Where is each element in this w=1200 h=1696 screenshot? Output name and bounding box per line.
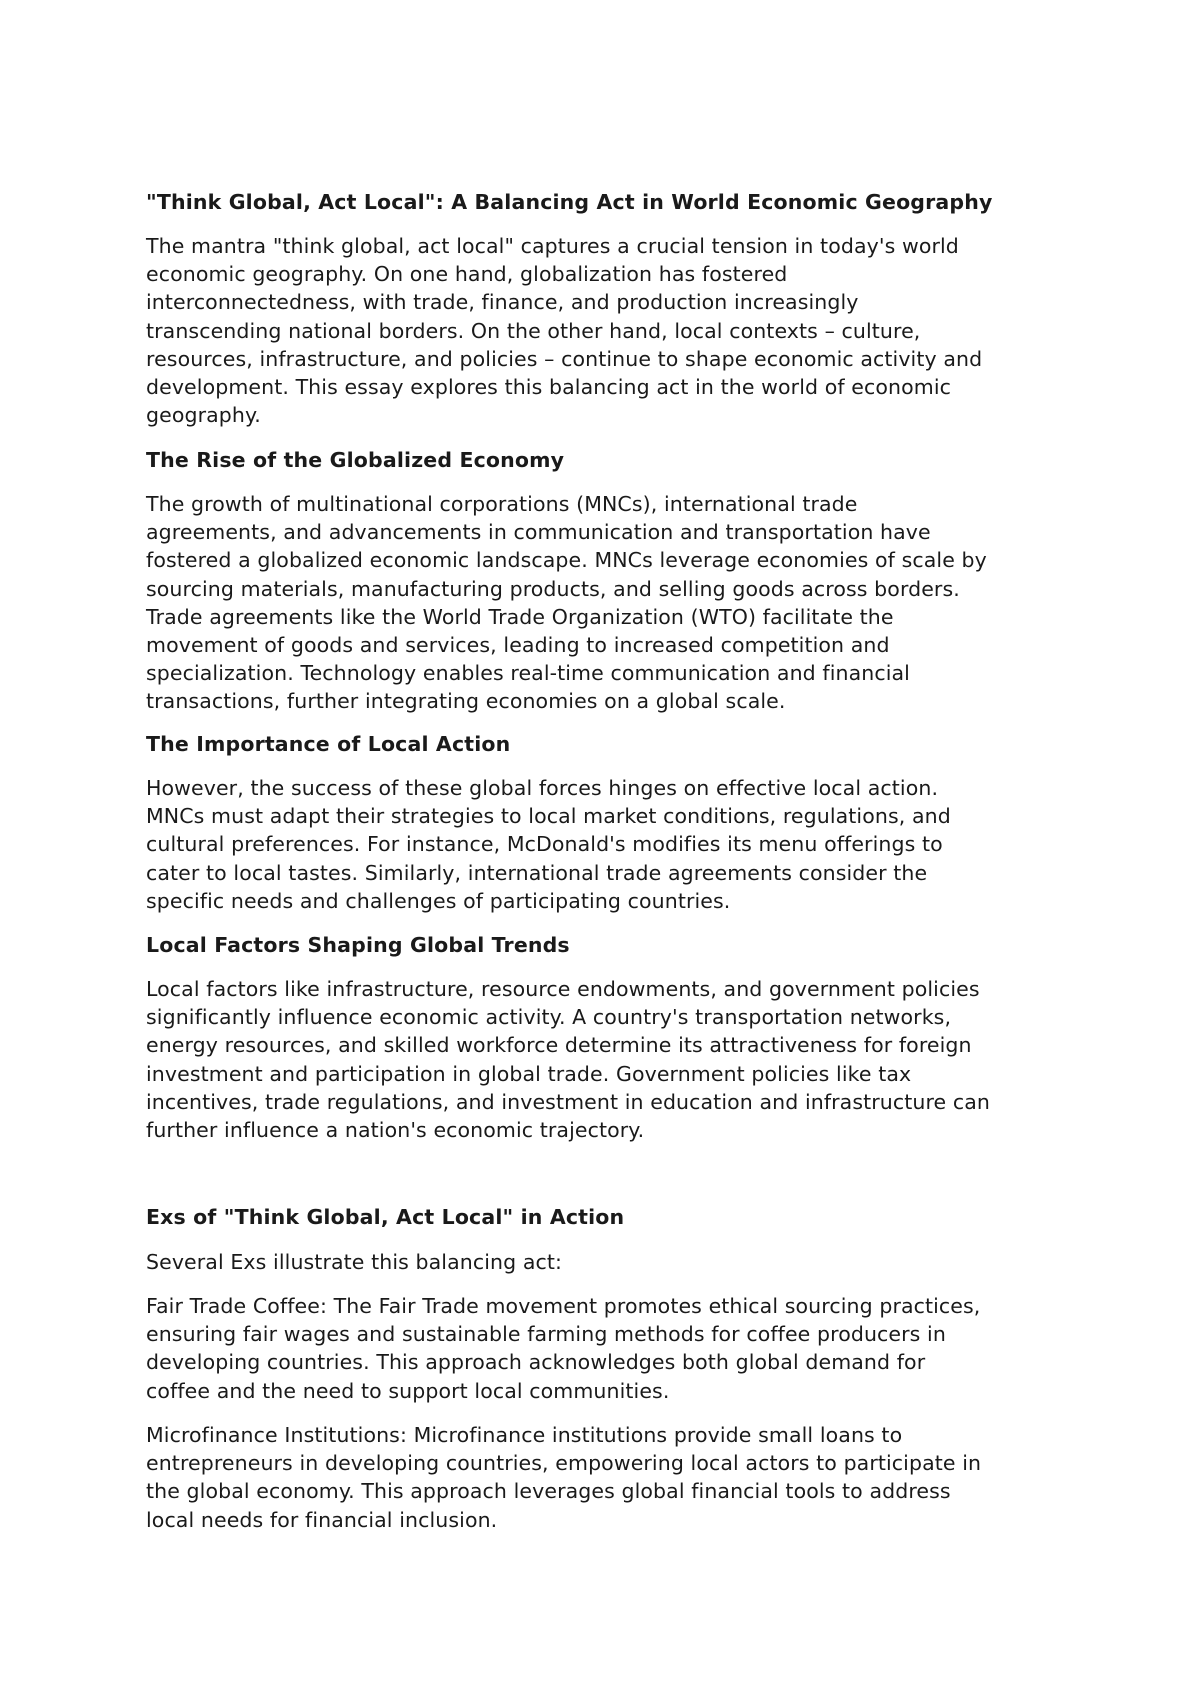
paragraph-line: Local factors like infrastructure, resource endowments, and government policies [146, 977, 980, 1001]
intro-line: geography. [146, 403, 261, 428]
paragraph-line: MNCs must adapt their strategies to local market conditions, regulations, and [146, 804, 951, 829]
intro-line: The mantra "think global, act local" captures a crucial tension in today's world [146, 234, 959, 258]
paragraph-line: specific needs and challenges of participating countries. [146, 888, 731, 913]
section-paragraph-local-factors [146, 975, 1076, 1144]
paragraph-line: specialization. Technology enables real-time communication and financial [146, 661, 910, 686]
paragraph-line: significantly influence economic activity. A country's transportation networks, [146, 1005, 952, 1030]
section-heading-examples: Exs of "Think Global, Act Local" in Action [146, 1205, 625, 1229]
paragraph-line: coffee and the need to support local communities. [146, 1378, 670, 1403]
examples-intro-paragraph [146, 1248, 1076, 1276]
paragraph-line: local needs for financial inclusion. [146, 1507, 498, 1532]
document-title: "Think Global, Act Local": A Balancing Act in World Economic Geography [146, 190, 993, 214]
paragraph-line: developing countries. This approach acknowledges both global demand for [146, 1350, 926, 1375]
paragraph-line: Several Exs illustrate this balancing act: [146, 1250, 563, 1274]
section-paragraph-local-action [146, 774, 1076, 915]
section-paragraph-globalized-economy [146, 490, 1076, 716]
paragraph-line: the global economy. This approach leverages global financial tools to address [146, 1479, 951, 1504]
paragraph-line: incentives, trade regulations, and investment in education and infrastructure can [146, 1089, 991, 1114]
paragraph-line: transactions, further integrating economies on a global scale. [146, 689, 786, 714]
paragraph-line: movement of goods and services, leading to increased competition and [146, 633, 890, 658]
paragraph-line: ensuring fair wages and sustainable farming methods for coffee producers in [146, 1322, 946, 1347]
intro-line: transcending national borders. On the other hand, local contexts – culture, [146, 318, 921, 343]
intro-line: resources, infrastructure, and policies – continue to shape economic activity and [146, 346, 983, 371]
paragraph-line: cultural preferences. For instance, McDonald's modifies its menu offerings to [146, 832, 943, 857]
paragraph-line: energy resources, and skilled workforce determine its attractiveness for foreign [146, 1033, 972, 1058]
intro-line: economic geography. On one hand, globalization has fostered [146, 262, 788, 287]
intro-paragraph [146, 232, 1076, 429]
section-heading-globalized-economy: The Rise of the Globalized Economy [146, 448, 565, 472]
paragraph-line: further influence a nation's economic trajectory. [146, 1118, 645, 1143]
paragraph-line: However, the success of these global forces hinges on effective local action. [146, 776, 939, 800]
paragraph-line: agreements, and advancements in communication and transportation have [146, 520, 931, 545]
intro-line: interconnectedness, with trade, finance, and production increasingly [146, 290, 859, 315]
paragraph-line: investment and participation in global trade. Government policies like tax [146, 1061, 912, 1086]
paragraph-line: cater to local tastes. Similarly, international trade agreements consider the [146, 860, 928, 885]
intro-line: development. This essay explores this balancing act in the world of economic [146, 375, 951, 400]
example-fair-trade-coffee [146, 1292, 1076, 1405]
section-heading-local-action: The Importance of Local Action [146, 732, 511, 756]
example-microfinance-institutions [146, 1421, 1076, 1534]
paragraph-line: Fair Trade Coffee: The Fair Trade movement promotes ethical sourcing practices, [146, 1294, 981, 1318]
paragraph-line: fostered a globalized economic landscape. MNCs leverage economies of scale by [146, 548, 987, 573]
paragraph-line: Trade agreements like the World Trade Organization (WTO) facilitate the [146, 604, 894, 629]
paragraph-line: Microfinance Institutions: Microfinance institutions provide small loans to [146, 1423, 903, 1447]
paragraph-line: sourcing materials, manufacturing products, and selling goods across borders. [146, 576, 960, 601]
paragraph-line: The growth of multinational corporations (MNCs), international trade [146, 492, 858, 516]
section-heading-local-factors: Local Factors Shaping Global Trends [146, 933, 570, 957]
paragraph-line: entrepreneurs in developing countries, empowering local actors to participate in [146, 1451, 982, 1476]
